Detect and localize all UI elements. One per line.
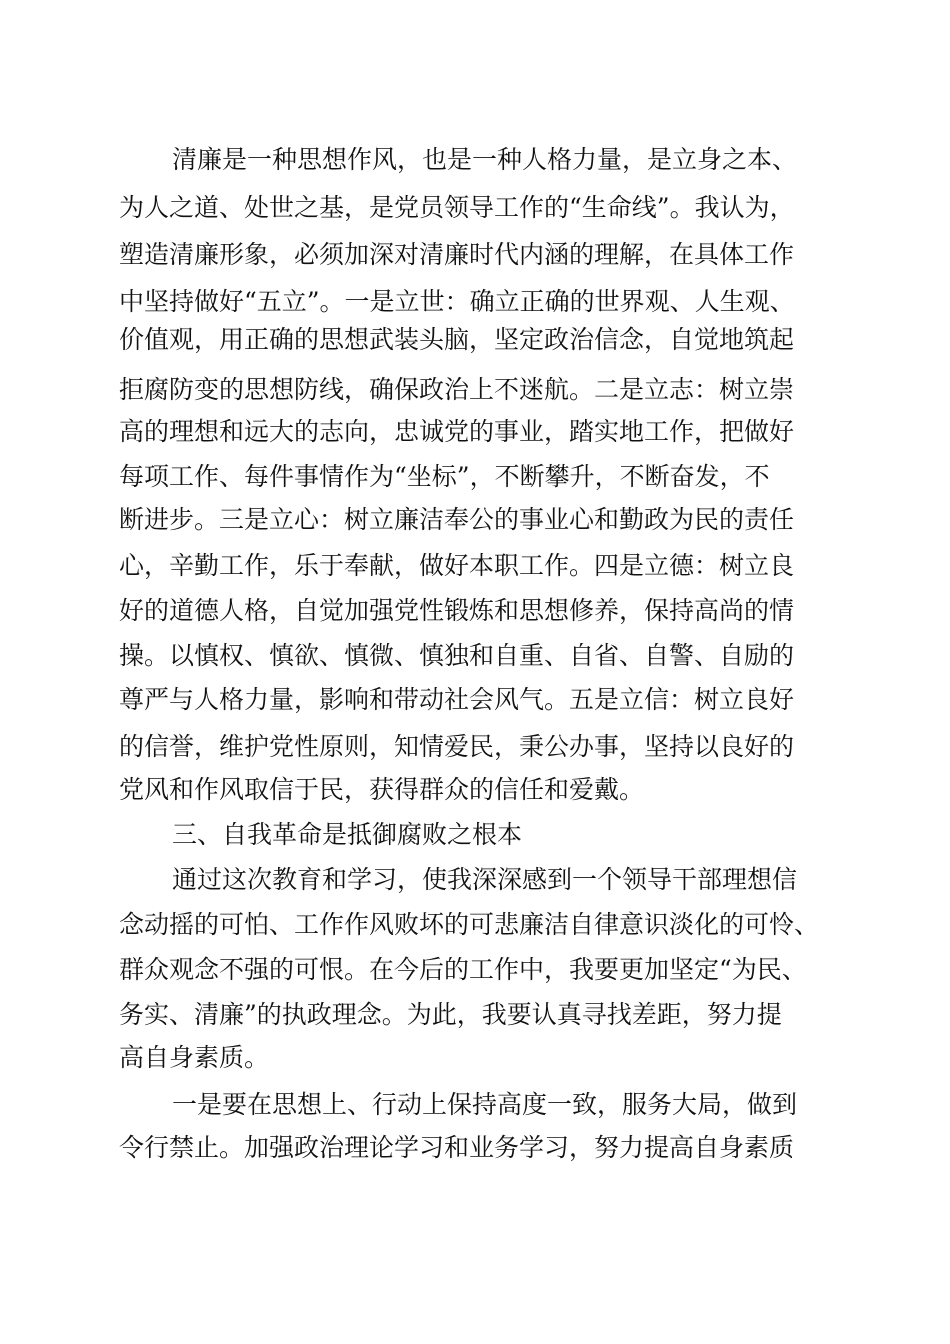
text-line: 的信誉，维护党性原则，知情爱民，秉公办事，坚持以良好的 <box>119 732 795 761</box>
text-line: 高自身素质。 <box>119 1043 270 1072</box>
text-line: 令行禁止。加强政治理论学习和业务学习，努力提高自身素质 <box>119 1133 795 1162</box>
text-line: 拒腐防变的思想防线，确保政治上不迷航。二是立志：树立崇 <box>119 375 795 404</box>
text-line: 心，辛勤工作，乐于奉献，做好本职工作。四是立德：树立良 <box>119 551 795 580</box>
text-line: 高的理想和远大的志向，忠诚党的事业，踏实地工作，把做好 <box>119 417 795 446</box>
text-line: 断进步。三是立心：树立廉洁奉公的事业心和勤政为民的责任 <box>119 505 795 534</box>
text-line: 每项工作、每件事情作为“坐标”，不断攀升，不断奋发，不 <box>119 462 770 491</box>
text-line: 念动摇的可怕、工作作风败坏的可悲廉洁自律意识淡化的可怜、 <box>119 910 820 939</box>
text-line: 为人之道、处世之基，是党员领导工作的“生命线”。我认为， <box>119 193 795 222</box>
text-line: 塑造清廉形象，必须加深对清廉时代内涵的理解，在具体工作 <box>119 240 795 269</box>
text-line: 一是要在思想上、行动上保持高度一致，服务大局，做到 <box>172 1090 798 1119</box>
text-line: 好的道德人格，自觉加强党性锻炼和思想修养，保持高尚的情 <box>119 596 795 625</box>
text-line: 务实、清廉”的执政理念。为此，我要认真寻找差距，努力提 <box>119 1000 782 1029</box>
text-line: 尊严与人格力量，影响和带动社会风气。五是立信：树立良好 <box>119 685 795 714</box>
text-line: 党风和作风取信于民，获得群众的信任和爱戴。 <box>119 775 645 804</box>
text-line: 中坚持做好“五立”。一是立世：确立正确的世界观、人生观、 <box>119 287 795 316</box>
text-line: 群众观念不强的可恨。在今后的工作中，我要更加坚定“为民、 <box>119 955 807 984</box>
text-line: 清廉是一种思想作风，也是一种人格力量，是立身之本、 <box>172 145 798 174</box>
text-line: 价值观，用正确的思想武装头脑，坚定政治信念，自觉地筑起 <box>119 325 795 354</box>
text-line: 通过这次教育和学习，使我深深感到一个领导干部理想信 <box>172 865 798 894</box>
text-line: 操。以慎权、慎欲、慎微、慎独和自重、自省、自警、自励的 <box>119 641 795 670</box>
section-heading: 三、自我革命是抵御腐败之根本 <box>172 820 523 849</box>
